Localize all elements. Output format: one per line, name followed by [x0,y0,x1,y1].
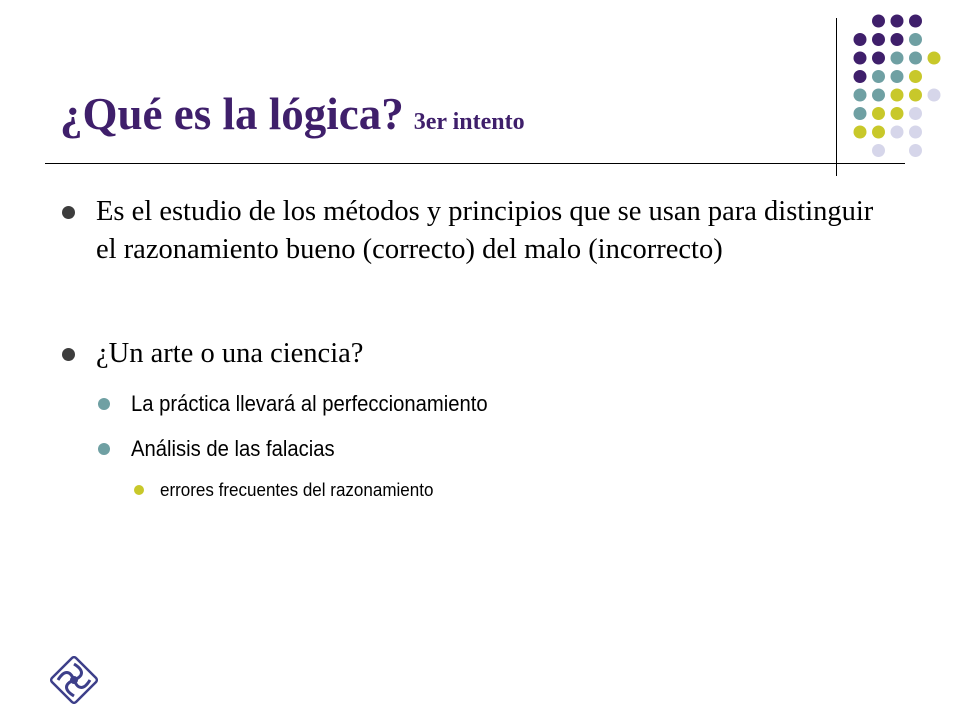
celtic-knot-logo-icon [50,656,98,704]
bullet-dot-level3 [134,485,144,495]
bullet-dot-level2 [98,443,110,455]
bullet-item: Es el estudio de los métodos y principios que se usan para distinguir el razonamiento bueno (correcto) del malo (incorrecto) [96,196,874,265]
bullet-dot-level2 [98,398,110,410]
bullet-item: ¿Un arte o una ciencia? [96,338,364,369]
slide-title: ¿Qué es la lógica? [60,89,404,139]
bullet-dot-level1 [62,206,75,219]
sub-sub-bullet-item: errores frecuentes del razonamiento [160,479,434,500]
sub-bullet-item: La práctica llevará al perfeccionamiento [131,391,488,416]
slide-title-subtitle: 3er intento [413,109,525,135]
sub-bullet-item: Análisis de las falacias [131,436,335,461]
bullet-dot-level1 [62,348,75,361]
